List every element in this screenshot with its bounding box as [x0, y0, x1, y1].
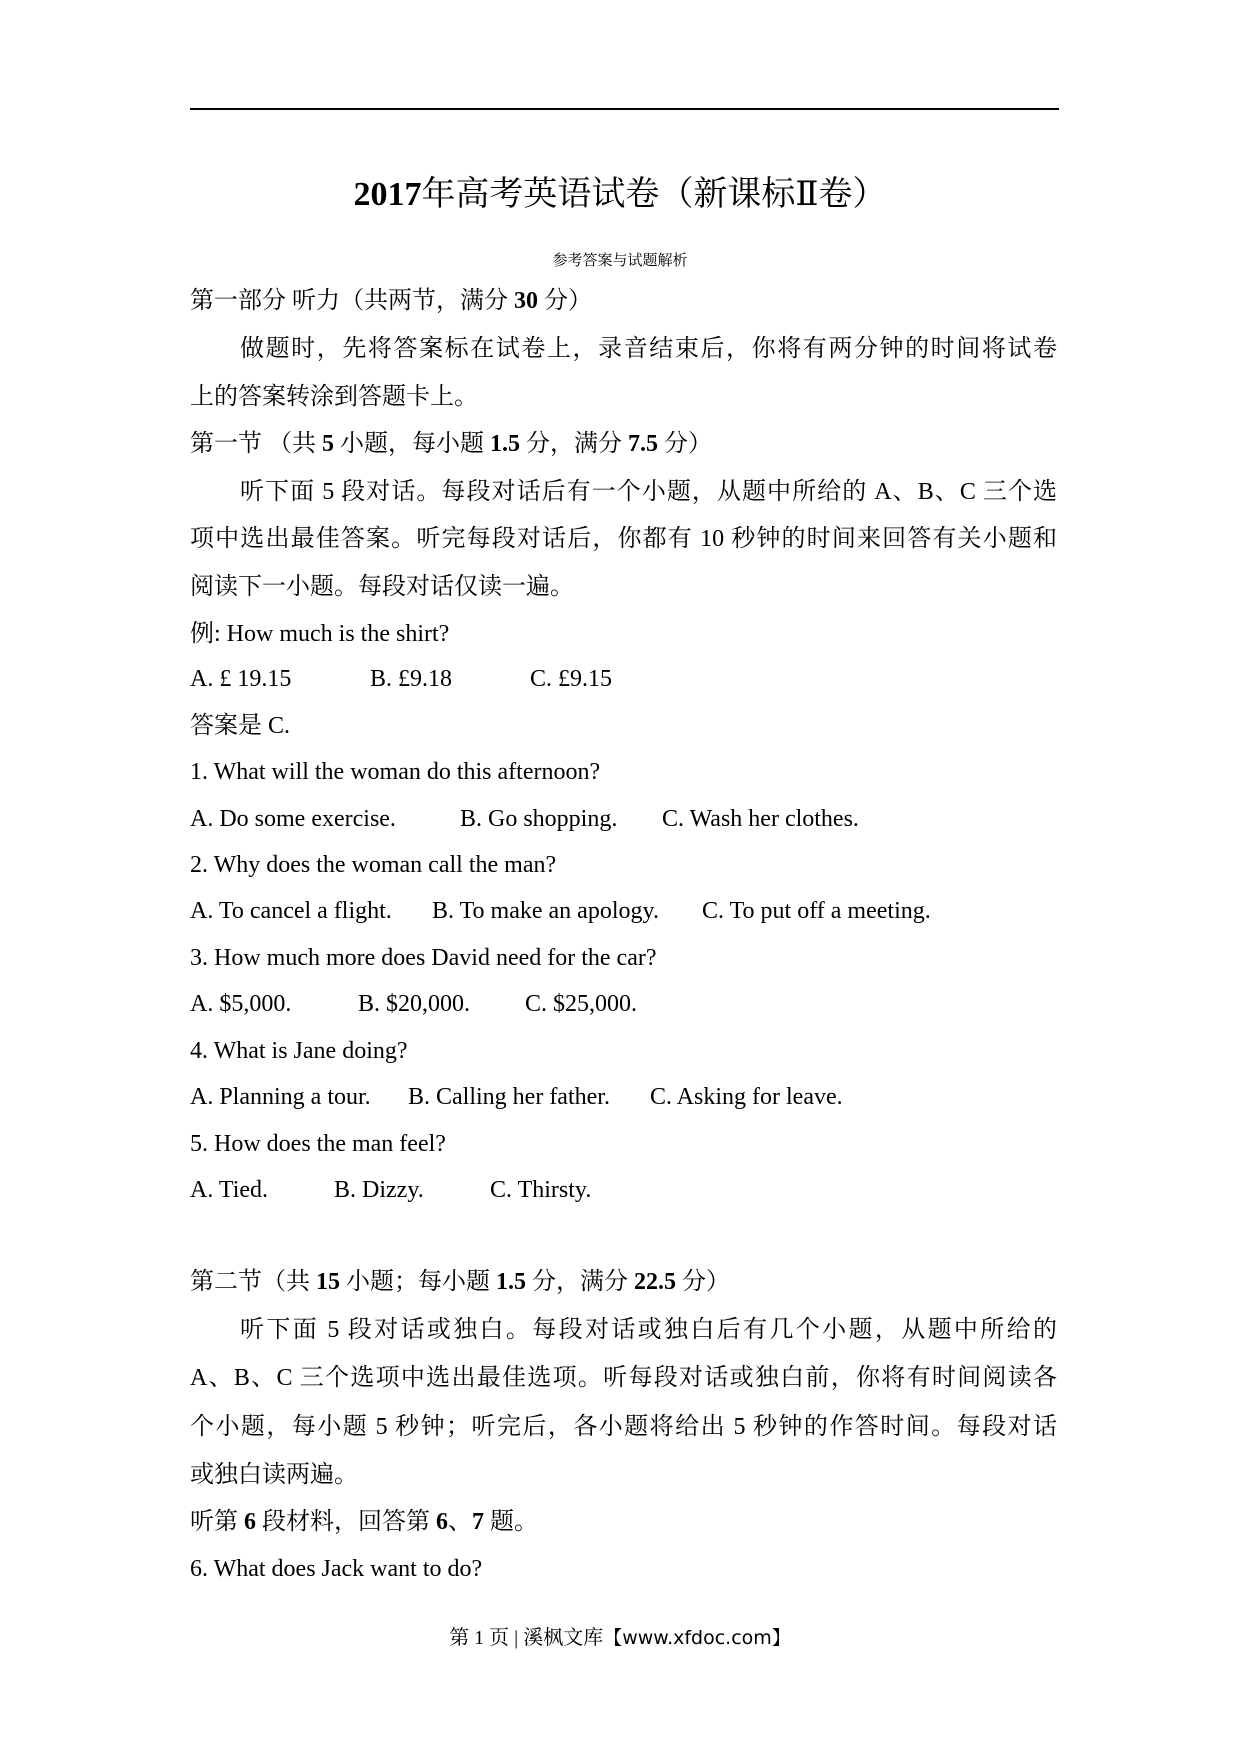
- option-c: C. Wash her clothes.: [662, 806, 859, 832]
- section2-heading-text: 第二节（共: [190, 1269, 310, 1295]
- example-option-a: A. £ 19.15: [190, 666, 292, 692]
- question-4: 4. What is Jane doing?: [190, 1038, 408, 1064]
- title-year: 2017: [353, 176, 422, 213]
- part1-heading-text: 第一部分 听力（共两节，满分: [190, 288, 508, 314]
- section2-instruction-line4: 或独白读两遍。: [190, 1462, 358, 1488]
- option-b: B. Go shopping.: [460, 806, 618, 832]
- part1-instruction-line1: 做题时，先将答案标在试卷上，录音结束后，你将有两分钟的时间将试卷: [240, 336, 1057, 362]
- section2-heading: [190, 1265, 730, 1299]
- question-5: 5. How does the man feel?: [190, 1131, 446, 1157]
- option-b: B. Calling her father.: [408, 1084, 610, 1110]
- question-3: 3. How much more does David need for the car?: [190, 945, 657, 971]
- example-answer: 答案是 C.: [190, 713, 291, 739]
- example-option-b: B. £9.18: [370, 666, 453, 692]
- section2-heading-text2: 小题；每小题: [346, 1269, 490, 1295]
- question-6: 6. What does Jack want to do?: [190, 1556, 483, 1582]
- option-c: C. $25,000.: [525, 991, 638, 1017]
- subtitle: 参考答案与试题解析: [552, 253, 688, 269]
- section1-instruction-line3: 阅读下一小题。每段对话仅读一遍。: [190, 574, 574, 600]
- section2-instruction-line3: 个小题，每小题 5 秒钟；听完后，各小题将给出 5 秒钟的作答时间。每段对话: [190, 1414, 1057, 1440]
- material-text: 听第: [190, 1509, 238, 1535]
- option-a: A. Planning a tour.: [190, 1084, 371, 1110]
- section1-heading-text2: 小题，每小题: [340, 431, 484, 457]
- material-separator: 、: [448, 1509, 472, 1535]
- section1-instruction-line1: 听下面 5 段对话。每段对话后有一个小题，从题中所给的 A、B、C 三个选: [240, 479, 1057, 505]
- example-option-c: C. £9.15: [530, 666, 613, 692]
- part1-heading-end: 分）: [544, 288, 592, 314]
- part1-heading: [190, 284, 592, 318]
- option-c: C. Asking for leave.: [650, 1084, 843, 1110]
- section2-count: 15: [316, 1269, 340, 1295]
- page-title: [0, 171, 1240, 219]
- material-text3: 题。: [490, 1509, 538, 1535]
- question-2-options: [190, 894, 931, 928]
- option-c: C. To put off a meeting.: [702, 898, 931, 924]
- material-number: 6: [244, 1509, 256, 1535]
- footer-site: 【www.xfdoc.com】: [603, 1627, 791, 1649]
- section1-instruction-line2: 项中选出最佳答案。听完每段对话后，你都有 10 秒钟的时间来回答有关小题和: [190, 526, 1057, 552]
- section1-each-score: 1.5: [490, 431, 520, 457]
- option-b: B. Dizzy.: [334, 1177, 424, 1203]
- footer-page: 第 1 页 | 溪枫文库: [449, 1627, 604, 1649]
- question-from: 6: [436, 1509, 448, 1535]
- section1-count: 5: [322, 431, 334, 457]
- question-5-options: [190, 1173, 591, 1207]
- section2-heading-end: 分）: [682, 1269, 730, 1295]
- example-question: 例: How much is the shirt?: [190, 621, 450, 647]
- section2-each-score: 1.5: [496, 1269, 526, 1295]
- option-a: A. $5,000.: [190, 991, 292, 1017]
- question-1-options: [190, 802, 859, 836]
- section2-heading-text3: 分，满分: [532, 1269, 628, 1295]
- option-c: C. Thirsty.: [490, 1177, 592, 1203]
- question-2: 2. Why does the woman call the man?: [190, 852, 557, 878]
- section1-heading: [190, 427, 712, 461]
- option-a: A. To cancel a flight.: [190, 898, 392, 924]
- material-text2: 段材料，回答第: [262, 1509, 430, 1535]
- option-b: B. To make an apology.: [432, 898, 659, 924]
- question-4-options: [190, 1080, 843, 1114]
- header-rule: [190, 108, 1059, 110]
- section1-heading-text: 第一节 （共: [190, 431, 316, 457]
- option-a: A. Do some exercise.: [190, 806, 396, 832]
- title-text: 年高考英语试卷（新课标Ⅱ卷）: [421, 176, 887, 213]
- option-b: B. $20,000.: [358, 991, 471, 1017]
- option-a: A. Tied.: [190, 1177, 269, 1203]
- section2-total-score: 22.5: [634, 1269, 676, 1295]
- section2-instruction-line2: A、B、C 三个选项中选出最佳选项。听每段对话或独白前，你将有时间阅读各: [190, 1365, 1057, 1391]
- section1-heading-text3: 分，满分: [526, 431, 622, 457]
- part1-instruction-line2: 上的答案转涂到答题卡上。: [190, 384, 478, 410]
- section1-total-score: 7.5: [628, 431, 658, 457]
- part1-score: 30: [514, 288, 538, 314]
- material-6-heading: [190, 1505, 538, 1539]
- question-to: 7: [472, 1509, 484, 1535]
- question-3-options: [190, 987, 637, 1021]
- question-1: 1. What will the woman do this afternoon?: [190, 759, 601, 785]
- section2-instruction-line1: 听下面 5 段对话或独白。每段对话或独白后有几个小题，从题中所给的: [240, 1317, 1057, 1343]
- page-footer: [0, 1624, 1240, 1652]
- section1-heading-end: 分）: [664, 431, 712, 457]
- example-options: [190, 662, 612, 696]
